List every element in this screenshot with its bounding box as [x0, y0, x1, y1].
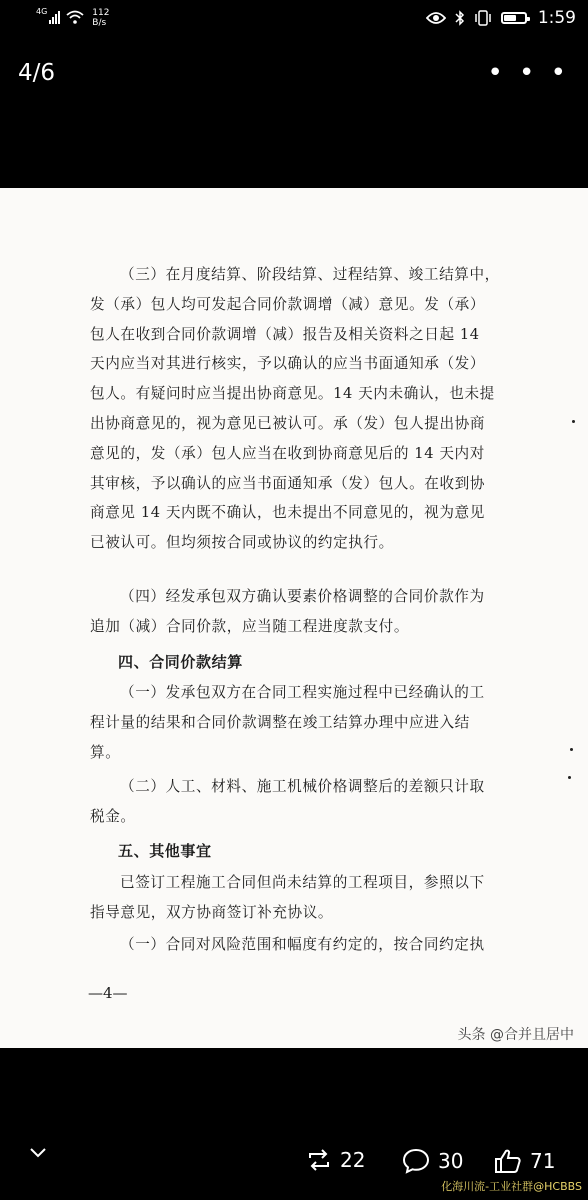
paragraph-3	[90, 260, 500, 558]
text-line: 意见的，发（承）包人应当在收到协商意见后的 14 天内对	[90, 444, 485, 462]
clock: 1:59	[537, 8, 576, 28]
like-count: 71	[530, 1149, 556, 1173]
paragraph-4-2	[90, 772, 485, 832]
wifi-icon	[66, 10, 84, 24]
text-line: （二）人工、材料、施工机械价格调整后的差额只计取	[120, 778, 485, 795]
text-line: 税金。	[90, 807, 136, 825]
text-line: （四）经发承包双方确认要素价格调整的合同价款作为	[120, 588, 485, 605]
text-line: 已被认可。但均须按合同或协议的约定执行。	[90, 534, 394, 552]
paragraph-5-1	[90, 930, 485, 960]
thumbs-up-icon	[494, 1148, 522, 1174]
network-speed	[92, 8, 109, 28]
like-button[interactable]	[494, 1148, 555, 1174]
more-options-icon[interactable]: • • •	[487, 58, 570, 88]
scan-speck	[572, 420, 575, 423]
text-line: （三）在月度结算、阶段结算、过程结算、竣工结算中，	[120, 266, 500, 283]
section-heading-4: 四、合同价款结算	[118, 653, 243, 671]
chevron-down-icon[interactable]	[28, 1146, 48, 1160]
speed-value: 112	[92, 8, 110, 18]
text-line: 发（承）包人均可发起合同价款调增（减）意见。发（承）	[90, 295, 486, 313]
text-line: 包人。有疑问时应当提出协商意见。14 天内未确认，也未提	[90, 385, 495, 403]
paragraph-4-1	[90, 678, 485, 767]
paragraph-4	[90, 582, 485, 642]
text-line: 程计量的结果和合同价款调整在竣工结算办理中应进入结	[90, 713, 470, 731]
text-line: 追加（减）合同价款，应当随工程进度款支付。	[90, 617, 410, 635]
bluetooth-icon	[455, 10, 465, 26]
text-line: 出协商意见的，视为意见已被认可。承（发）包人提出协商	[90, 414, 486, 432]
text-line: 算。	[90, 743, 121, 761]
signal-icon	[49, 10, 60, 24]
comment-count: 30	[438, 1149, 464, 1173]
text-line: 商意见 14 天内既不确认，也未提出不同意见的，视为意见	[90, 504, 485, 522]
vibrate-icon	[474, 10, 492, 26]
repost-count: 22	[340, 1148, 366, 1172]
document-page	[0, 188, 588, 1048]
status-right	[426, 8, 576, 28]
speed-unit: B/s	[92, 18, 107, 28]
text-line: 指导意见，双方协商签订补充协议。	[90, 903, 334, 921]
status-bar	[0, 0, 588, 38]
text-line: 已签订工程施工合同但尚未结算的工程项目，参照以下	[120, 874, 485, 891]
text-line: 其审核，予以确认的应当书面通知承（发）包人。在收到协	[90, 474, 486, 492]
text-line: （一）发承包双方在合同工程实施过程中已经确认的工	[120, 684, 485, 701]
page-number: —4—	[88, 984, 128, 1002]
repost-button[interactable]	[306, 1148, 365, 1172]
image-counter: 4/6	[18, 60, 56, 86]
paragraph-5	[90, 868, 485, 928]
eye-icon	[426, 11, 446, 25]
section-heading-5: 五、其他事宜	[118, 842, 212, 860]
battery-icon	[501, 12, 527, 24]
text-line: （一）合同对风险范围和幅度有约定的，按合同约定执	[120, 936, 485, 953]
network-type: 4G	[36, 7, 48, 16]
source-watermark: 头条 @合并且居中	[457, 1027, 574, 1043]
comment-icon	[402, 1148, 430, 1174]
credit-watermark: 化海川流-工业社群@HCBBS	[441, 1180, 582, 1193]
scan-speck	[570, 748, 573, 751]
scan-speck	[568, 776, 571, 779]
repost-icon	[306, 1149, 332, 1171]
text-line: 天内应当对其进行核实，予以确认的应当书面通知承（发）	[90, 355, 486, 373]
text-line: 包人在收到合同价款调增（减）报告及相关资料之日起 14	[90, 325, 480, 343]
comment-button[interactable]	[402, 1148, 463, 1174]
status-left	[36, 8, 109, 28]
